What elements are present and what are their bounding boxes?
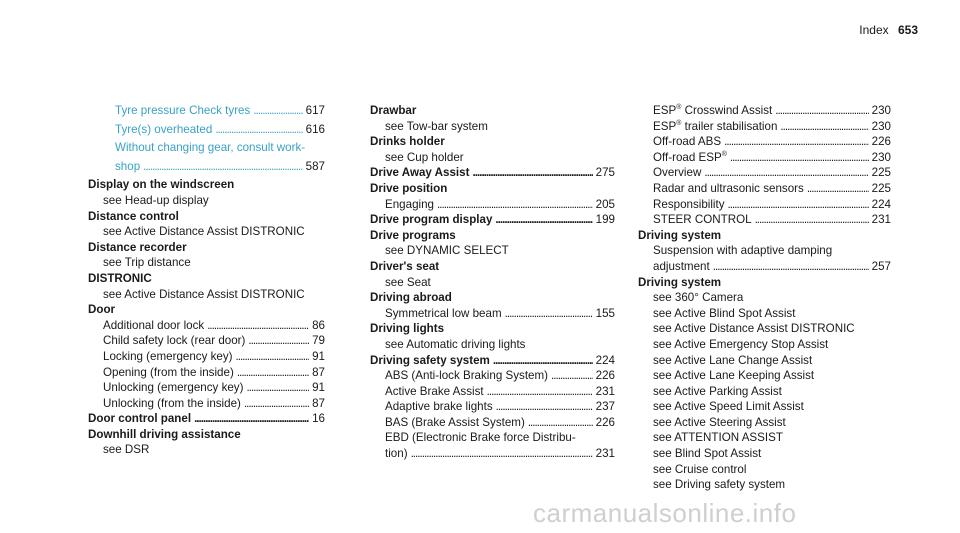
entry-text: ABS (Anti-lock Braking System) <box>385 369 549 383</box>
entry-label <box>88 411 191 427</box>
index-subentry <box>638 415 891 431</box>
index-subentry <box>638 321 891 337</box>
entry-label <box>115 103 250 119</box>
entry-text: ESP <box>653 119 677 133</box>
entry-text: see Head-up display <box>103 193 209 207</box>
entry-text: Off-road ESP <box>653 150 722 164</box>
entry-text: Active Brake Assist <box>385 384 484 398</box>
page-ref: 226 <box>871 135 891 149</box>
page-ref: 155 <box>595 306 615 320</box>
entry-text: Child safety lock (rear door) <box>103 334 246 348</box>
entry-text: see Active Lane Change Assist <box>653 353 813 367</box>
entry-label <box>103 442 149 458</box>
entry-text: see Trip distance <box>103 256 191 270</box>
dot-leader <box>713 259 869 275</box>
page-ref: 224 <box>595 353 615 367</box>
index-entry <box>638 228 891 244</box>
page-ref: 225 <box>871 166 891 180</box>
page-ref: 587 <box>305 159 325 173</box>
index-column-1 <box>88 103 325 458</box>
index-subentry <box>370 415 615 431</box>
entry-label <box>653 321 855 337</box>
entry-text: see Active Distance Assist DISTRONIC <box>103 225 305 239</box>
entry-label <box>653 197 725 213</box>
entry-text: see Active Emergency Stop Assist <box>653 337 829 351</box>
index-subentry <box>638 462 891 478</box>
entry-label <box>385 446 408 462</box>
entry-label <box>115 159 140 175</box>
index-entry <box>370 290 615 306</box>
entry-text: Driving safety system <box>370 353 490 367</box>
index-subentry <box>370 446 615 462</box>
entry-label <box>653 384 782 400</box>
dot-leader <box>528 415 593 431</box>
entry-text: Driver's seat <box>370 259 440 273</box>
entry-text: Responsibility <box>653 197 725 211</box>
entry-label <box>653 259 710 275</box>
dot-leader <box>411 446 593 462</box>
entry-label <box>653 243 832 259</box>
index-subentry <box>370 337 615 353</box>
index-subentry <box>88 380 325 396</box>
entry-text: Locking (emergency key) <box>103 349 233 363</box>
entry-label <box>103 255 191 271</box>
index-subentry <box>638 103 891 119</box>
entry-label <box>370 134 445 150</box>
dot-leader <box>704 165 868 181</box>
page-ref: 230 <box>871 119 891 133</box>
index-entry <box>370 228 615 244</box>
index-subentry <box>638 150 891 166</box>
entry-text: Display on the windscreen <box>88 178 235 192</box>
dot-leader <box>143 159 303 175</box>
page-ref: 617 <box>305 104 325 117</box>
dot-leader <box>551 368 593 384</box>
entry-text: Downhill driving assistance <box>88 427 241 441</box>
entry-text: Opening (from the inside) <box>103 365 234 379</box>
dot-leader <box>495 212 592 228</box>
entry-text: Adaptive brake lights <box>385 400 493 414</box>
entry-text: Driving lights <box>370 322 445 336</box>
index-subentry <box>638 353 891 369</box>
dot-leader <box>496 399 593 415</box>
entry-label <box>88 271 152 287</box>
index-subentry <box>638 290 891 306</box>
entry-text: see Blind Spot Assist <box>653 447 762 461</box>
entry-label <box>385 415 525 431</box>
dot-leader <box>493 353 593 369</box>
page-ref: 225 <box>871 181 891 195</box>
dot-leader <box>437 197 593 213</box>
registered-mark: ® <box>676 104 682 112</box>
dot-leader <box>728 197 869 213</box>
index-subentry <box>88 287 325 303</box>
entry-label <box>653 212 752 228</box>
entry-text: Driving system <box>638 228 722 242</box>
index-subentry <box>638 134 891 150</box>
dot-leader <box>207 318 309 334</box>
entry-text: Tyre(s) overheated <box>115 122 213 136</box>
page-ref: 275 <box>595 166 615 180</box>
entry-label <box>638 275 721 291</box>
dot-leader <box>755 212 869 228</box>
index-subentry <box>88 255 325 271</box>
entry-label <box>653 462 746 478</box>
entry-text: Suspension with adaptive damping <box>653 244 833 258</box>
page-ref: 231 <box>595 447 615 461</box>
entry-text: see Active Blind Spot Assist <box>653 306 796 320</box>
entry-text: see Active Steering Assist <box>653 415 786 429</box>
index-link-entry[interactable] <box>88 122 325 138</box>
dot-leader <box>215 122 302 138</box>
entry-label <box>385 150 464 166</box>
index-subentry <box>88 396 325 412</box>
page-ref: 87 <box>312 365 325 379</box>
index-subentry <box>638 430 891 446</box>
entry-label <box>385 197 434 213</box>
page-ref: 199 <box>595 213 615 227</box>
index-entry <box>370 134 615 150</box>
index-entry <box>88 177 325 193</box>
entry-label <box>653 353 812 369</box>
entry-text: see Active Distance Assist DISTRONIC <box>103 287 305 301</box>
index-entry <box>370 165 615 181</box>
index-entry <box>370 181 615 197</box>
entry-text: Drive program display <box>370 213 493 227</box>
entry-label <box>385 384 484 400</box>
entry-text: Door <box>88 303 116 317</box>
entry-label <box>385 337 525 353</box>
entry-label <box>103 380 243 396</box>
entry-text: Drive position <box>370 181 448 195</box>
watermark: carmanualsonline.info <box>533 498 797 528</box>
index-entry <box>370 353 615 369</box>
index-subentry <box>88 333 325 349</box>
entry-text: Driving abroad <box>370 291 452 305</box>
index-subentry <box>88 365 325 381</box>
entry-text: Drinks holder <box>370 135 445 149</box>
page-ref: 205 <box>595 197 615 211</box>
entry-label <box>88 209 179 225</box>
dot-leader <box>237 365 309 381</box>
index-subentry <box>638 446 891 462</box>
entry-label <box>653 415 786 431</box>
index-column-2 <box>370 103 615 462</box>
dot-leader <box>505 306 593 322</box>
index-subentry <box>638 337 891 353</box>
entry-text: Engaging <box>385 197 434 211</box>
entry-label <box>370 321 444 337</box>
entry-text: Drive Away Assist <box>370 166 470 180</box>
entry-label <box>370 103 416 119</box>
entry-label <box>385 368 548 384</box>
page-ref: 79 <box>312 334 325 348</box>
entry-text: see Active Lane Keeping Assist <box>653 369 815 383</box>
entry-text: see Active Distance Assist DISTRONIC <box>653 322 855 336</box>
dot-leader <box>253 103 302 119</box>
index-subentry <box>638 477 891 493</box>
entry-text: Unlocking (emergency key) <box>103 381 244 395</box>
index-subentry <box>638 399 891 415</box>
entry-text: Distance recorder <box>88 240 187 254</box>
entry-text: see ATTENTION ASSIST <box>653 431 783 445</box>
page-ref: 91 <box>312 349 325 363</box>
dot-leader <box>472 165 592 181</box>
index-entry <box>638 275 891 291</box>
index-entry <box>88 302 325 318</box>
index-subentry <box>370 399 615 415</box>
index-entry <box>370 103 615 119</box>
entry-text: see Automatic driving lights <box>385 337 526 351</box>
index-subentry <box>88 193 325 209</box>
page-ref: 231 <box>871 213 891 227</box>
index-subentry <box>638 243 891 259</box>
index-subentry <box>88 224 325 240</box>
index-subentry <box>370 150 615 166</box>
entry-label <box>653 368 814 384</box>
page-ref: 226 <box>595 415 615 429</box>
page-ref: 237 <box>595 400 615 414</box>
link-list <box>88 103 325 174</box>
index-subentry <box>638 306 891 322</box>
page-ref: 87 <box>312 396 325 410</box>
entry-text: Off-road ABS <box>653 135 722 149</box>
entry-text: Additional door lock <box>103 318 205 332</box>
index-link-entry[interactable] <box>88 159 325 175</box>
entry-text: Driving system <box>638 275 722 289</box>
entry-text-rest: Crosswind Assist <box>681 104 773 117</box>
entry-label <box>88 302 115 318</box>
index-entry <box>88 411 325 427</box>
index-entry <box>88 209 325 225</box>
entry-label <box>653 134 721 150</box>
dot-leader <box>807 181 869 197</box>
entry-text: see Active Speed Limit Assist <box>653 400 804 414</box>
dot-leader <box>780 119 868 135</box>
entry-text: see 360° Camera <box>653 291 744 305</box>
entry-text: adjustment <box>653 259 710 273</box>
index-subentry <box>88 349 325 365</box>
index-entry <box>88 271 325 287</box>
entry-label <box>103 224 305 240</box>
page-ref: 226 <box>595 369 615 383</box>
page-ref: 16 <box>312 412 325 426</box>
page-ref: 91 <box>312 381 325 395</box>
page-header <box>859 23 918 37</box>
entry-label <box>653 150 727 166</box>
entry-label <box>653 181 804 197</box>
entry-label <box>653 446 761 462</box>
entry-text: Tyre pressure Check tyres <box>115 104 251 117</box>
entry-label <box>88 177 234 193</box>
entry-text: Distance control <box>88 209 179 223</box>
index-subentry <box>638 384 891 400</box>
entry-label <box>115 122 212 138</box>
entry-label <box>103 193 209 209</box>
dot-leader <box>246 380 309 396</box>
index-entry <box>370 259 615 275</box>
page-ref: 616 <box>305 122 325 136</box>
entry-text: see Active Parking Assist <box>653 384 782 398</box>
entry-label <box>653 430 783 446</box>
entry-list <box>370 103 615 462</box>
entry-text: Overview <box>653 166 702 180</box>
entry-label <box>385 306 502 322</box>
index-subentry <box>638 197 891 213</box>
entry-label <box>370 259 439 275</box>
entry-label <box>653 306 795 322</box>
entry-label <box>385 430 576 446</box>
entry-label <box>103 287 305 303</box>
entry-text: EBD (Electronic Brake force Distribu- <box>385 431 576 445</box>
dot-leader <box>730 150 869 166</box>
entry-text: see Cruise control <box>653 462 747 476</box>
entry-label <box>385 399 493 415</box>
page-ref: 231 <box>595 384 615 398</box>
index-subentry <box>370 197 615 213</box>
entry-text: STEER CONTROL <box>653 213 752 227</box>
index-subentry <box>638 181 891 197</box>
entry-text: see Cup holder <box>385 150 464 164</box>
index-link-entry[interactable] <box>88 140 325 156</box>
registered-mark: ® <box>721 150 727 158</box>
entry-label <box>103 365 234 381</box>
index-subentry <box>88 318 325 334</box>
index-subentry <box>370 384 615 400</box>
entry-text: see Driving safety system <box>653 478 786 492</box>
index-subentry <box>638 165 891 181</box>
entry-text: Symmetrical low beam <box>385 306 502 320</box>
entry-text: tion) <box>385 447 408 461</box>
registered-mark: ® <box>676 119 682 127</box>
page-ref: 224 <box>871 197 891 211</box>
entry-text-rest: trailer stabilisation <box>681 119 778 133</box>
entry-label <box>103 333 245 349</box>
index-subentry <box>88 442 325 458</box>
entry-text: see DSR <box>103 443 150 457</box>
dot-leader <box>487 384 593 400</box>
entry-label <box>653 477 785 493</box>
page-ref: 230 <box>871 104 891 117</box>
dot-leader <box>775 103 868 119</box>
entry-label <box>653 337 828 353</box>
entry-label <box>103 318 204 334</box>
entry-list <box>88 177 325 458</box>
entry-label <box>385 119 488 135</box>
entry-text: shop <box>115 159 141 173</box>
index-subentry <box>638 212 891 228</box>
page-number: 653 <box>897 23 918 37</box>
dot-leader <box>236 349 310 365</box>
entry-list <box>638 103 891 493</box>
section-label: Index <box>859 23 889 37</box>
entry-label <box>385 243 509 259</box>
page-ref: 230 <box>871 150 891 164</box>
dot-leader <box>724 134 869 150</box>
index-subentry <box>638 368 891 384</box>
entry-label <box>653 290 743 306</box>
entry-text: Radar and ultrasonic sensors <box>653 181 804 195</box>
index-subentry <box>370 243 615 259</box>
index-link-entry[interactable] <box>88 103 325 119</box>
entry-label <box>370 181 447 197</box>
index-entry <box>370 321 615 337</box>
entry-text: Unlocking (from the inside) <box>103 396 241 410</box>
entry-text: see DYNAMIC SELECT <box>385 244 509 258</box>
entry-label <box>370 353 490 369</box>
index-subentry <box>370 275 615 291</box>
index-column-3 <box>638 103 891 493</box>
entry-label <box>638 228 721 244</box>
entry-label <box>653 103 772 119</box>
entry-text: BAS (Brake Assist System) <box>385 415 525 429</box>
entry-text: Drive programs <box>370 228 456 242</box>
entry-text: ESP <box>653 104 677 117</box>
dot-leader <box>244 396 309 412</box>
entry-label <box>385 275 431 291</box>
entry-label <box>88 240 187 256</box>
entry-label <box>370 212 492 228</box>
entry-label <box>653 119 777 135</box>
entry-label <box>370 228 456 244</box>
page-ref: 257 <box>871 259 891 273</box>
index-entry <box>88 240 325 256</box>
entry-text: Door control panel <box>88 412 192 426</box>
entry-text: DISTRONIC <box>88 271 152 285</box>
entry-label <box>103 396 241 412</box>
page-ref: 86 <box>312 318 325 332</box>
index-entry <box>370 212 615 228</box>
entry-label <box>115 140 305 156</box>
dot-leader <box>194 411 309 427</box>
dot-leader <box>248 333 309 349</box>
entry-text: see Tow-bar system <box>385 119 488 133</box>
entry-label <box>370 290 452 306</box>
entry-text: Drawbar <box>370 104 417 117</box>
entry-text: see Seat <box>385 275 431 289</box>
index-entry <box>88 427 325 443</box>
entry-text: Without changing gear, consult work- <box>115 141 306 155</box>
entry-label <box>653 165 701 181</box>
entry-label <box>653 399 804 415</box>
index-subentry <box>370 368 615 384</box>
index-subentry <box>370 306 615 322</box>
entry-label <box>88 427 241 443</box>
index-subentry <box>370 430 615 446</box>
index-subentry <box>638 259 891 275</box>
index-subentry <box>638 119 891 135</box>
entry-label <box>103 349 233 365</box>
entry-label <box>370 165 469 181</box>
index-subentry <box>370 119 615 135</box>
